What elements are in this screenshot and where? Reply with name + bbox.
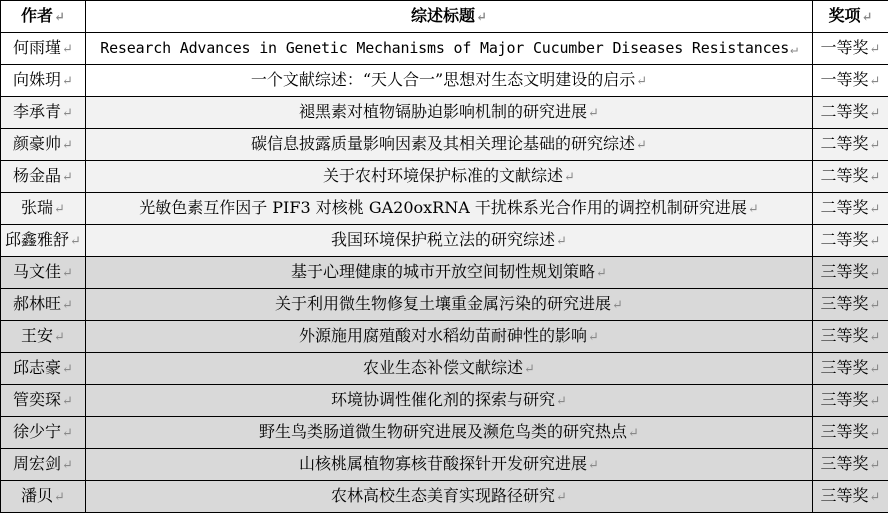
- award-cell: [813, 449, 888, 481]
- paragraph-mark-icon: ↵: [62, 362, 73, 377]
- paragraph-mark-icon: ↵: [564, 170, 575, 185]
- paragraph-mark-icon: ↵: [870, 138, 881, 153]
- author-cell-text: 杨金晶: [13, 166, 61, 185]
- paragraph-mark-icon: ↵: [870, 330, 881, 345]
- award-cell: [813, 321, 888, 353]
- author-cell: [1, 33, 86, 65]
- award-cell-text: 三等奖: [821, 262, 869, 281]
- paragraph-mark-icon: ↵: [62, 298, 73, 313]
- award-cell-text: 三等奖: [821, 294, 869, 313]
- title-cell-text: 我国环境保护税立法的研究综述: [331, 230, 555, 249]
- table-row: [1, 417, 888, 449]
- paragraph-mark-icon: ↵: [70, 234, 81, 249]
- paragraph-mark-icon: ↵: [636, 138, 647, 153]
- paragraph-mark-icon: ↵: [54, 202, 65, 217]
- award-cell: [813, 353, 888, 385]
- title-cell: [86, 289, 813, 321]
- author-cell-text: 管奕琛: [13, 390, 61, 409]
- author-cell-text: 张瑞: [21, 198, 53, 217]
- award-cell-text: 二等奖: [821, 134, 869, 153]
- paragraph-mark-icon: ↵: [588, 106, 599, 121]
- title-cell-text: 环境协调性催化剂的探索与研究: [331, 390, 555, 409]
- paragraph-mark-icon: ↵: [628, 426, 639, 441]
- award-cell: [813, 417, 888, 449]
- table-row: [1, 353, 888, 385]
- award-cell-text: 三等奖: [821, 358, 869, 377]
- title-cell-text: 基于心理健康的城市开放空间韧性规划策略: [291, 262, 595, 281]
- award-cell-text: 三等奖: [821, 326, 869, 345]
- paragraph-mark-icon: ↵: [62, 74, 73, 89]
- table-row: [1, 257, 888, 289]
- paragraph-mark-icon: ↵: [54, 330, 65, 345]
- table-row: [1, 97, 888, 129]
- title-cell: [86, 353, 813, 385]
- author-cell: [1, 385, 86, 417]
- title-cell-text: 光敏色素互作因子 PIF3 对核桃 GA20oxRNA 干扰株系光合作用的调控机制研究进展: [139, 198, 747, 217]
- award-cell-text: 三等奖: [821, 390, 869, 409]
- paragraph-mark-icon: ↵: [62, 138, 73, 153]
- author-cell: [1, 161, 86, 193]
- author-cell-text: 王安: [21, 326, 53, 345]
- title-cell: [86, 417, 813, 449]
- paragraph-mark-icon: ↵: [62, 266, 73, 281]
- table-row: [1, 161, 888, 193]
- title-cell: [86, 97, 813, 129]
- paragraph-mark-icon: ↵: [588, 458, 599, 473]
- title-cell-text: 外源施用腐殖酸对水稻幼苗耐砷性的影响: [299, 326, 587, 345]
- author-cell: [1, 225, 86, 257]
- author-cell: [1, 481, 86, 513]
- paragraph-mark-icon: ↵: [870, 394, 881, 409]
- paragraph-mark-icon: ↵: [612, 298, 623, 313]
- paragraph-mark-icon: ↵: [870, 298, 881, 313]
- paragraph-mark-icon: ↵: [870, 42, 881, 57]
- title-cell: [86, 481, 813, 513]
- paragraph-mark-icon: ↵: [862, 10, 873, 25]
- author-cell: [1, 193, 86, 225]
- title-cell: [86, 225, 813, 257]
- paragraph-mark-icon: ↵: [556, 394, 567, 409]
- author-cell: [1, 129, 86, 161]
- award-cell: [813, 161, 888, 193]
- award-cell: [813, 257, 888, 289]
- author-cell-text: 何雨瑾: [13, 38, 61, 57]
- paragraph-mark-icon: ↵: [748, 202, 759, 217]
- title-cell-text: 农林高校生态美育实现路径研究: [331, 486, 555, 505]
- title-cell: [86, 321, 813, 353]
- title-cell-text: 关于农村环境保护标准的文献综述: [323, 166, 563, 185]
- author-cell: [1, 449, 86, 481]
- award-cell-text: 一等奖: [821, 70, 869, 89]
- award-cell: [813, 33, 888, 65]
- author-cell-text: 潘贝: [21, 486, 53, 505]
- table-row: [1, 129, 888, 161]
- paragraph-mark-icon: ↵: [62, 170, 73, 185]
- paragraph-mark-icon: ↵: [588, 330, 599, 345]
- title-cell-text: 关于利用微生物修复土壤重金属污染的研究进展: [275, 294, 611, 313]
- author-cell-text: 郝林旺: [13, 294, 61, 313]
- title-cell: [86, 257, 813, 289]
- paragraph-mark-icon: ↵: [54, 10, 65, 25]
- paragraph-mark-icon: ↵: [870, 458, 881, 473]
- table-row: [1, 321, 888, 353]
- paragraph-mark-icon: ↵: [524, 362, 535, 377]
- paragraph-mark-icon: ↵: [870, 234, 881, 249]
- author-cell-text: 周宏剑: [13, 454, 61, 473]
- paragraph-mark-icon: ↵: [870, 74, 881, 89]
- author-cell: [1, 65, 86, 97]
- title-cell: [86, 161, 813, 193]
- paragraph-mark-icon: ↵: [476, 10, 487, 25]
- paragraph-mark-icon: ↵: [596, 266, 607, 281]
- title-cell: [86, 33, 813, 65]
- paragraph-mark-icon: ↵: [62, 106, 73, 121]
- award-cell: [813, 289, 888, 321]
- header-author: 作者↵: [1, 1, 86, 33]
- author-cell: [1, 353, 86, 385]
- paragraph-mark-icon: ↵: [870, 106, 881, 121]
- paragraph-mark-icon: ↵: [54, 490, 65, 505]
- table-row: [1, 193, 888, 225]
- title-cell: [86, 449, 813, 481]
- title-cell-text: Research Advances in Genetic Mechanisms of Major Cucumber Diseases Resistances: [100, 39, 789, 57]
- paragraph-mark-icon: ↵: [62, 394, 73, 409]
- paragraph-mark-icon: ↵: [870, 202, 881, 217]
- title-cell-text: 农业生态补偿文献综述: [363, 358, 523, 377]
- table-row: [1, 289, 888, 321]
- author-cell-text: 徐少宁: [13, 422, 61, 441]
- author-cell: [1, 97, 86, 129]
- paragraph-mark-icon: ↵: [556, 490, 567, 505]
- paragraph-mark-icon: ↵: [62, 458, 73, 473]
- header-title: 综述标题↵: [86, 1, 813, 33]
- author-cell: [1, 321, 86, 353]
- paragraph-mark-icon: ↵: [556, 234, 567, 249]
- award-cell: [813, 481, 888, 513]
- author-cell-text: 颜豪帅: [13, 134, 61, 153]
- paragraph-mark-icon: ↵: [870, 266, 881, 281]
- paragraph-mark-icon: ↵: [62, 426, 73, 441]
- paragraph-mark-icon: ↵: [790, 42, 798, 57]
- award-cell-text: 二等奖: [821, 166, 869, 185]
- author-cell-text: 李承青: [13, 102, 61, 121]
- paragraph-mark-icon: ↵: [636, 74, 647, 89]
- author-cell: [1, 289, 86, 321]
- award-cell: [813, 65, 888, 97]
- award-cell: [813, 193, 888, 225]
- award-cell: [813, 97, 888, 129]
- award-cell: [813, 129, 888, 161]
- author-cell: [1, 417, 86, 449]
- table-row: [1, 385, 888, 417]
- title-cell-text: 碳信息披露质量影响因素及其相关理论基础的研究综述: [251, 134, 635, 153]
- award-cell-text: 三等奖: [821, 454, 869, 473]
- title-cell-text: 山核桃属植物寡核苷酸探针开发研究进展: [299, 454, 587, 473]
- title-cell: [86, 193, 813, 225]
- award-cell-text: 二等奖: [821, 198, 869, 217]
- paragraph-mark-icon: ↵: [870, 362, 881, 377]
- author-cell-text: 邱志豪: [13, 358, 61, 377]
- author-cell: [1, 257, 86, 289]
- author-cell-text: 马文佳: [13, 262, 61, 281]
- paragraph-mark-icon: ↵: [870, 170, 881, 185]
- paragraph-mark-icon: ↵: [62, 42, 73, 57]
- table-row: [1, 481, 888, 513]
- award-cell-text: 二等奖: [821, 230, 869, 249]
- header-row: [1, 1, 888, 33]
- title-cell: [86, 65, 813, 97]
- award-cell: [813, 385, 888, 417]
- table-row: [1, 225, 888, 257]
- title-cell-text: 野生鸟类肠道微生物研究进展及濒危鸟类的研究热点: [259, 422, 627, 441]
- title-cell: [86, 385, 813, 417]
- table-row: [1, 65, 888, 97]
- title-cell-text: 褪黑素对植物镉胁迫影响机制的研究进展: [299, 102, 587, 121]
- award-cell-text: 三等奖: [821, 486, 869, 505]
- author-cell-text: 向姝玥: [13, 70, 61, 89]
- table-row: [1, 33, 888, 65]
- award-cell-text: 一等奖: [821, 38, 869, 57]
- paragraph-mark-icon: ↵: [870, 490, 881, 505]
- header-award: 奖项↵: [813, 1, 888, 33]
- award-cell: [813, 225, 888, 257]
- award-cell-text: 二等奖: [821, 102, 869, 121]
- title-cell-text: 一个文献综述：“天人合一”思想对生态文明建设的启示: [251, 70, 635, 89]
- title-cell: [86, 129, 813, 161]
- table-row: [1, 449, 888, 481]
- award-cell-text: 三等奖: [821, 422, 869, 441]
- paragraph-mark-icon: ↵: [870, 426, 881, 441]
- author-cell-text: 邱鑫雅舒: [5, 230, 69, 249]
